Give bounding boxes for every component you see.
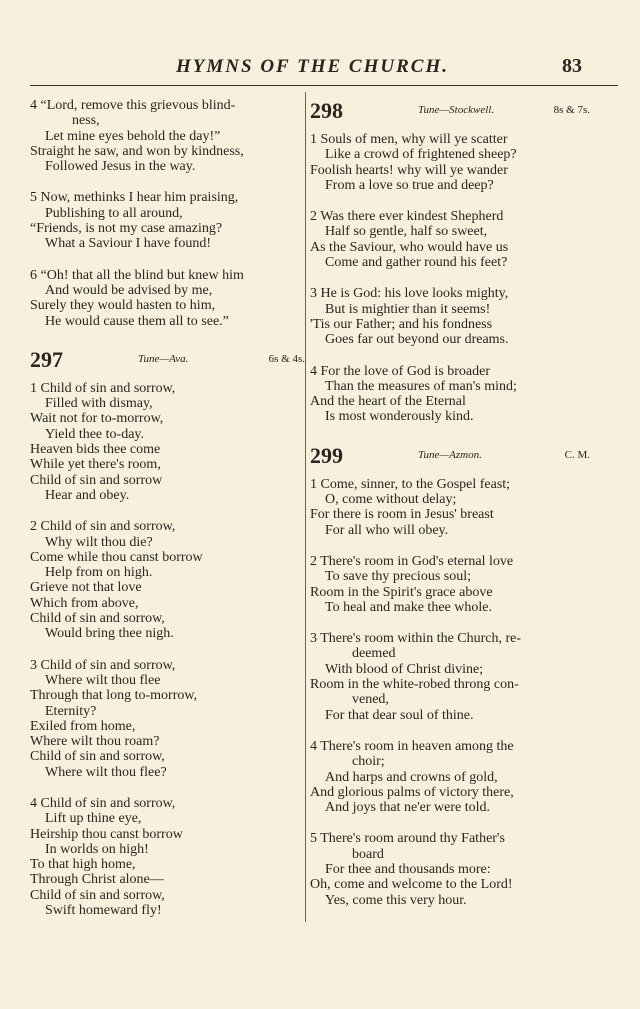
verse-line: 1 Souls of men, why will ye scatter bbox=[310, 132, 508, 147]
verse-line: 6 “Oh! that all the blind but knew him bbox=[30, 267, 244, 283]
verse-line: deemed bbox=[352, 646, 396, 662]
verse-line: Exiled from home, bbox=[30, 718, 136, 734]
verse-line: While yet there's room, bbox=[30, 457, 161, 473]
stanza bbox=[310, 286, 590, 347]
hymn-297 bbox=[30, 347, 305, 919]
hymn-number: 298 bbox=[310, 98, 343, 123]
meter: C. M. bbox=[564, 448, 590, 461]
verse-line: 3 He is God: his love looks mighty, bbox=[310, 286, 509, 302]
verse-line: Half so gentle, half so sweet, bbox=[325, 224, 488, 240]
stanza bbox=[30, 381, 305, 503]
verse-line: As the Saviour, who would have us bbox=[310, 239, 509, 255]
verse-line: 4 “Lord, remove this grievous blind- bbox=[30, 98, 236, 113]
verse-line: Straight he saw, and won by kindness, bbox=[30, 143, 244, 159]
verse-line: In worlds on high! bbox=[45, 841, 149, 857]
verse-line: For thee and thousands more: bbox=[325, 861, 491, 877]
verse-line: And harps and crowns of gold, bbox=[325, 769, 498, 785]
verse-line: 2 Was there ever kindest Shepherd bbox=[310, 209, 504, 225]
verse-line: To save thy precious soul; bbox=[325, 569, 471, 585]
verse-line: 3 Child of sin and sorrow, bbox=[30, 657, 176, 673]
hymn-299 bbox=[310, 443, 590, 908]
stanza bbox=[310, 477, 590, 538]
verse-line: From a love so true and deep? bbox=[325, 177, 494, 193]
page-header bbox=[0, 0, 640, 90]
verse-line: Hear and obey. bbox=[45, 487, 130, 503]
stanza bbox=[310, 364, 590, 425]
verse-line: Oh, come and welcome to the Lord! bbox=[310, 877, 513, 893]
verse-line: Room in the Spirit's grace above bbox=[310, 584, 493, 600]
verse-line: Help from on high. bbox=[45, 565, 153, 581]
verse-line: 4 Child of sin and sorrow, bbox=[30, 795, 176, 811]
verse-line: And would be advised by me, bbox=[45, 282, 213, 298]
meter: 6s & 4s. bbox=[268, 352, 305, 365]
stanza bbox=[30, 796, 305, 918]
verse-line: Filled with dismay, bbox=[45, 396, 153, 412]
verse-line: Is most wonderously kind. bbox=[325, 409, 474, 425]
hymn-number: 297 bbox=[30, 346, 63, 372]
hymn-number: 299 bbox=[310, 442, 343, 468]
stanza bbox=[30, 190, 305, 251]
verse-line: board bbox=[352, 846, 384, 862]
verse-line: 1 Child of sin and sorrow, bbox=[30, 380, 176, 396]
hymn-299-stanzas bbox=[310, 477, 590, 908]
verse-line: For there is room in Jesus' breast bbox=[310, 507, 494, 523]
hymn-298-heading bbox=[310, 98, 590, 124]
verse-line: 4 For the love of God is broader bbox=[310, 363, 491, 379]
hymn-299-heading bbox=[310, 443, 590, 469]
verse-line: Surely they would hasten to him, bbox=[30, 298, 216, 314]
verse-line: Through Christ alone— bbox=[30, 872, 164, 888]
verse-line: vened, bbox=[352, 692, 389, 708]
hymn-298 bbox=[310, 98, 590, 425]
verse-line: Foolish hearts! why will ye wander bbox=[310, 162, 508, 178]
stanza bbox=[310, 831, 590, 907]
verse-line: 5 Now, methinks I hear him praising, bbox=[30, 190, 239, 206]
stanza bbox=[30, 519, 305, 641]
verse-line: Where wilt thou roam? bbox=[30, 734, 160, 750]
verse-line: To that high home, bbox=[30, 857, 136, 873]
verse-line: With blood of Christ divine; bbox=[325, 661, 484, 677]
verse-line: Come and gather round his feet? bbox=[325, 255, 508, 271]
verse-line: Child of sin and sorrow bbox=[30, 472, 163, 488]
verse-line: Grieve not that love bbox=[30, 580, 142, 596]
verse-line: ness, bbox=[72, 113, 100, 129]
verse-line: Than the measures of man's mind; bbox=[325, 378, 517, 394]
verse-line: 3 There's room within the Church, re- bbox=[310, 631, 522, 647]
verse-line: Goes far out beyond our dreams. bbox=[325, 332, 509, 348]
verse-line: 4 There's room in heaven among the bbox=[310, 738, 514, 754]
running-title: HYMNS OF THE CHURCH. bbox=[176, 56, 449, 77]
verse-line: Publishing to all around, bbox=[45, 205, 183, 221]
verse-line: Where wilt thou flee bbox=[45, 672, 161, 688]
stanza bbox=[310, 209, 590, 270]
tune-name: Tune—Azmon. bbox=[418, 448, 482, 461]
verse-line: Child of sin and sorrow, bbox=[30, 887, 165, 903]
verse-line: Eternity? bbox=[45, 703, 97, 719]
verse-line: Which from above, bbox=[30, 595, 139, 611]
verse-line: Heirship thou canst borrow bbox=[30, 826, 183, 842]
verse-line: Let mine eyes behold the day!” bbox=[45, 128, 221, 144]
verse-line: Child of sin and sorrow, bbox=[30, 749, 165, 765]
stanza bbox=[310, 132, 590, 193]
verse-line: And joys that ne'er were told. bbox=[325, 800, 491, 816]
verse-line: 'Tis our Father; and his fondness bbox=[310, 316, 493, 332]
stanza bbox=[30, 98, 305, 174]
meter: 8s & 7s. bbox=[553, 104, 590, 116]
verse-line: Like a crowd of frightened sheep? bbox=[325, 147, 517, 163]
verse-line: He would cause them all to see.” bbox=[45, 313, 229, 329]
verse-line: What a Saviour I have found! bbox=[45, 236, 211, 252]
verse-line: Lift up thine eye, bbox=[45, 811, 142, 827]
verse-line: Wait not for to-morrow, bbox=[30, 411, 164, 427]
verse-line: O, come without delay; bbox=[325, 492, 457, 508]
verse-line: And the heart of the Eternal bbox=[310, 394, 466, 410]
stanza bbox=[310, 631, 590, 723]
verse-line: Yes, come this very hour. bbox=[325, 892, 467, 908]
hymn-296-continuation bbox=[30, 98, 305, 329]
tune-name: Tune—Stockwell. bbox=[418, 104, 495, 116]
verse-line: And glorious palms of victory there, bbox=[310, 784, 514, 800]
stanza bbox=[310, 739, 590, 815]
verse-line: Followed Jesus in the way. bbox=[45, 159, 196, 175]
verse-line: Heaven bids thee come bbox=[30, 442, 161, 458]
stanza bbox=[30, 268, 305, 329]
stanza bbox=[310, 554, 590, 615]
verse-line: 1 Come, sinner, to the Gospel feast; bbox=[310, 476, 511, 492]
verse-line: 2 Child of sin and sorrow, bbox=[30, 519, 176, 535]
verse-line: Would bring thee nigh. bbox=[45, 626, 174, 642]
tune-name: Tune—Ava. bbox=[138, 352, 189, 365]
verse-line: Why wilt thou die? bbox=[45, 534, 153, 550]
verse-line: Yield thee to-day. bbox=[45, 426, 145, 442]
verse-line: choir; bbox=[352, 754, 385, 770]
verse-line: Child of sin and sorrow, bbox=[30, 611, 165, 627]
hymn-298-stanzas bbox=[310, 132, 590, 425]
right-column bbox=[310, 98, 590, 924]
page-number: 83 bbox=[562, 55, 582, 77]
verse-line: For all who will obey. bbox=[325, 522, 449, 538]
hymn-297-stanzas bbox=[30, 381, 305, 919]
verse-line: But is mightier than it seems! bbox=[325, 301, 491, 317]
left-column bbox=[30, 98, 305, 934]
verse-line: Room in the white-robed throng con- bbox=[310, 677, 519, 693]
verse-line: “Friends, is not my case amazing? bbox=[30, 221, 223, 237]
verse-line: 5 There's room around thy Father's bbox=[310, 831, 505, 847]
header-rule bbox=[30, 85, 618, 86]
column-divider bbox=[305, 92, 306, 922]
verse-line: Through that long to-morrow, bbox=[30, 688, 198, 704]
verse-line: For that dear soul of thine. bbox=[325, 707, 474, 723]
verse-line: Swift homeward fly! bbox=[45, 903, 162, 919]
verse-line: Where wilt thou flee? bbox=[45, 764, 167, 780]
verse-line: To heal and make thee whole. bbox=[325, 599, 492, 615]
verse-line: Come while thou canst borrow bbox=[30, 549, 203, 565]
verse-line: 2 There's room in God's eternal love bbox=[310, 553, 514, 569]
hymn-297-heading bbox=[30, 347, 305, 373]
stanza bbox=[30, 658, 305, 780]
